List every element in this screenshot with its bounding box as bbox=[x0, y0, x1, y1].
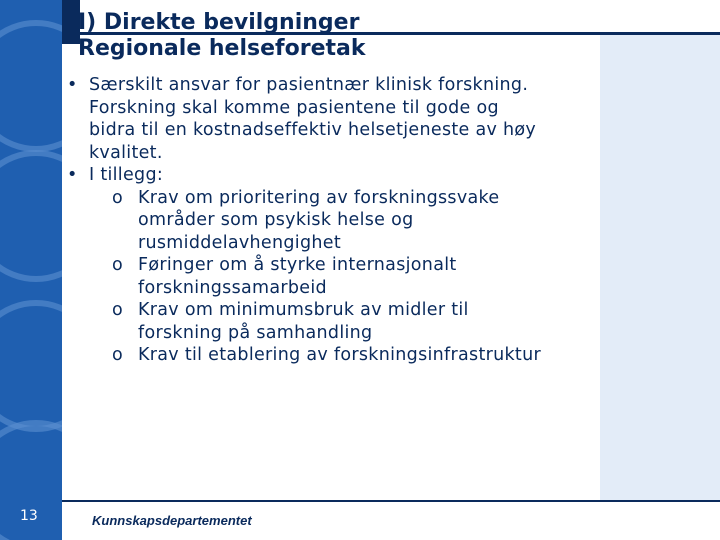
sub-bullet-line: Føringer om å styrke internasjonalt bbox=[138, 255, 457, 275]
sub-bullet-line: områder som psykisk helse og bbox=[138, 210, 414, 230]
sub-bullet-line: forskning på samhandling bbox=[138, 322, 373, 343]
title-line-2: Regionale helseforetak bbox=[78, 36, 366, 61]
sub-bullet-line: Krav til etablering av forskningsinfrastruktur bbox=[138, 345, 541, 365]
sub-bullet-line: Krav om prioritering av forskningssvake bbox=[138, 187, 500, 208]
sub-bullet-marker: o bbox=[112, 300, 124, 320]
sub-bullet-item bbox=[62, 254, 602, 299]
title-line-1: I) Direkte bevilgninger bbox=[78, 10, 360, 35]
footer-text: Kunnskapsdepartementet bbox=[92, 513, 252, 528]
sub-bullet-line: Krav om minimumsbruk av midler til bbox=[138, 300, 469, 320]
page-number: 13 bbox=[20, 508, 38, 524]
swoosh-decoration bbox=[0, 300, 62, 432]
sub-bullet-line: rusmiddelavhengighet bbox=[138, 232, 341, 253]
slide-content bbox=[62, 74, 602, 367]
decorative-sidebar bbox=[0, 0, 62, 540]
right-panel bbox=[600, 35, 720, 500]
bullet-line: bidra til en kostnadseffektiv helsetjeneste av høy bbox=[89, 120, 537, 140]
slide-title bbox=[78, 10, 365, 62]
sub-bullet-line: forskningssamarbeid bbox=[138, 277, 327, 298]
bullet-dot: • bbox=[67, 75, 78, 95]
bullet-item bbox=[62, 164, 602, 187]
swoosh-decoration bbox=[0, 20, 62, 152]
footer-divider bbox=[62, 500, 720, 502]
swoosh-decoration bbox=[0, 150, 62, 282]
sub-bullet-marker: o bbox=[112, 187, 124, 208]
sub-bullet-marker: o bbox=[112, 345, 124, 365]
sub-bullet-marker: o bbox=[112, 255, 124, 275]
sub-bullet-item bbox=[62, 344, 602, 367]
bullet-dot: • bbox=[67, 165, 78, 185]
bullet-item bbox=[62, 74, 602, 164]
bullet-line: Forskning skal komme pasientene til gode og bbox=[89, 97, 499, 118]
bullet-line: Særskilt ansvar for pasientnær klinisk forskning. bbox=[89, 75, 529, 95]
bullet-line: I tillegg: bbox=[89, 165, 164, 185]
sub-bullet-item bbox=[62, 187, 602, 255]
sub-bullet-item bbox=[62, 299, 602, 344]
bullet-line: kvalitet. bbox=[89, 142, 163, 163]
